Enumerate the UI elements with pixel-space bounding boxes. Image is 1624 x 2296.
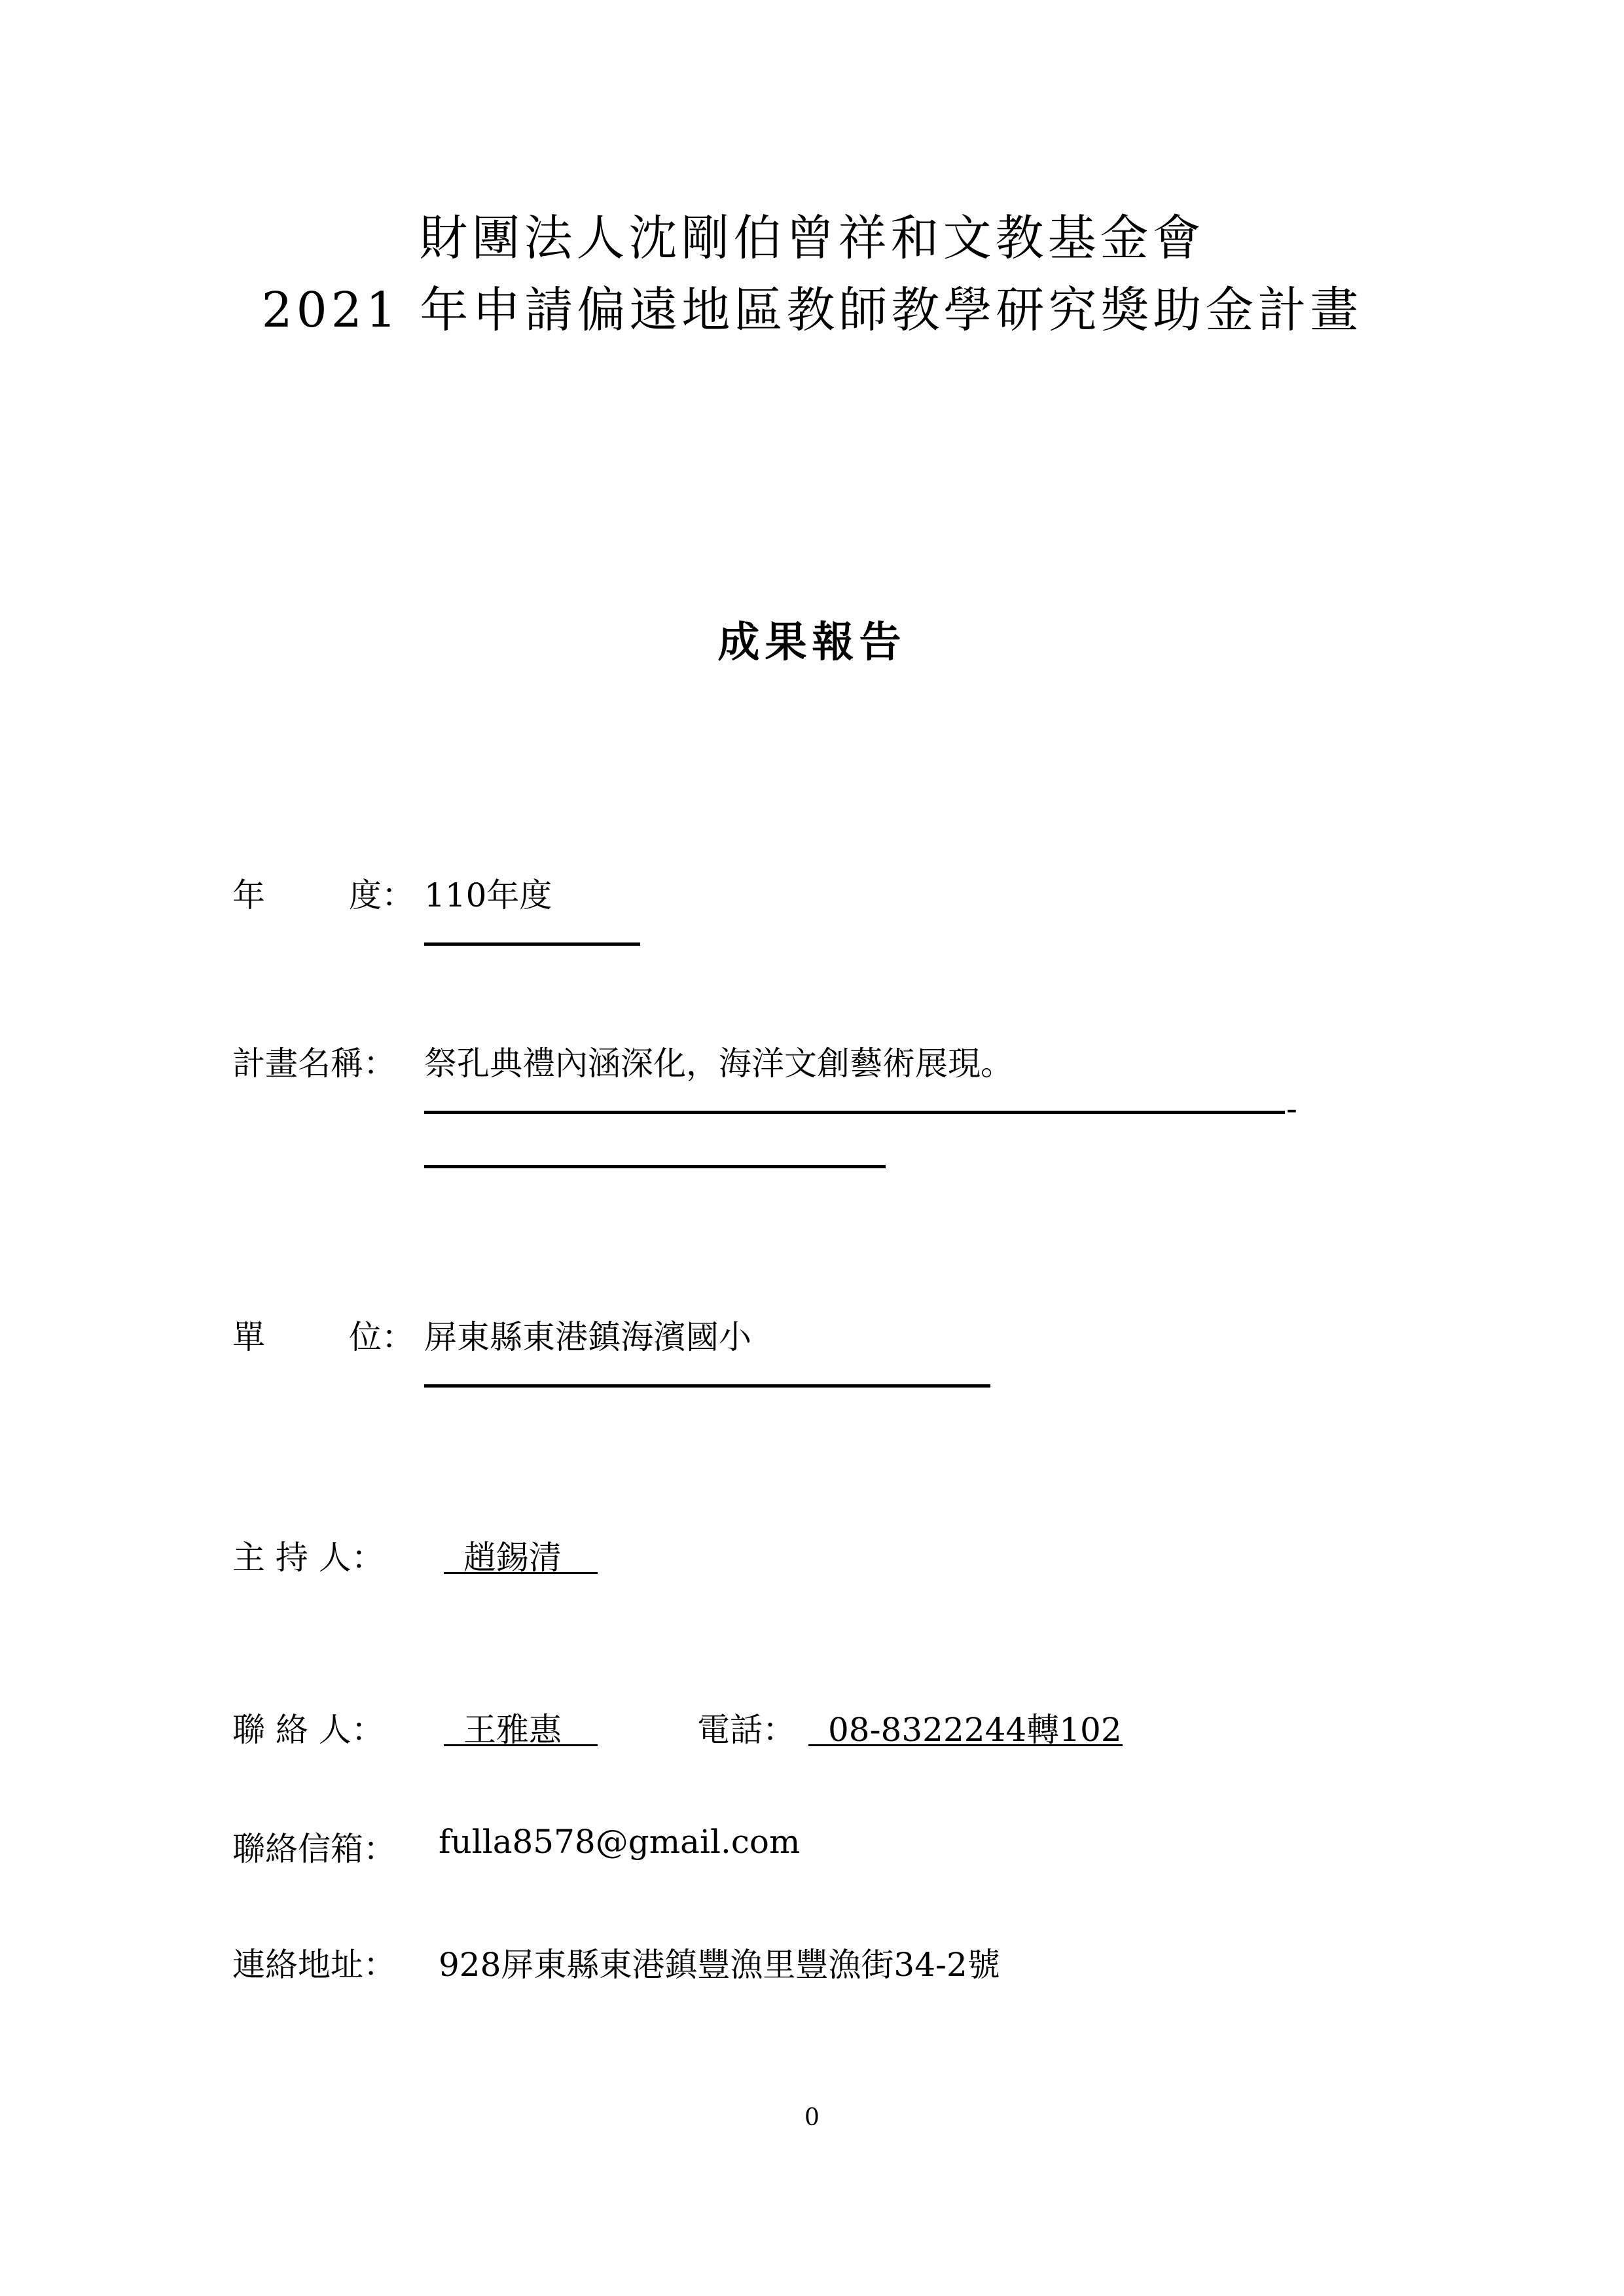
year-label-a: 年 (232, 876, 265, 914)
address-value: 928屏東縣東港鎮豐漁里豐漁街34-2號 (439, 1946, 1000, 1984)
program-title: 2021 年申請偏遠地區教師教學研究獎助金計畫 (261, 282, 1363, 338)
phone-underline (808, 1744, 1123, 1746)
contact-label: 聯 絡 人： (232, 1711, 384, 1749)
unit-value: 屏東縣東港鎮海濱國小 (424, 1318, 751, 1356)
email-value: fulla8578@gmail.com (439, 1823, 801, 1861)
project-name-trail: - (1286, 1090, 1297, 1128)
year-label-b: 度： (349, 876, 414, 914)
host-value: 趙錫清 (463, 1539, 562, 1577)
unit-underline (424, 1384, 990, 1388)
report-title: 成果報告 (717, 618, 907, 667)
host-underline (444, 1572, 598, 1574)
project-name-underline-2 (424, 1165, 886, 1168)
project-name-label: 計畫名稱： (232, 1045, 396, 1083)
email-label: 聯絡信箱： (232, 1830, 396, 1868)
host-label: 主 持 人： (232, 1539, 384, 1577)
foundation-title: 財團法人沈剛伯曾祥和文教基金會 (419, 210, 1205, 266)
phone-value: 08-8322244轉102 (828, 1711, 1122, 1749)
year-underline (424, 942, 640, 946)
year-value: 110年度 (424, 876, 552, 914)
unit-label-b: 位： (349, 1318, 414, 1356)
phone-label: 電話： (697, 1711, 795, 1749)
contact-underline (444, 1744, 598, 1746)
contact-value: 王雅惠 (463, 1711, 562, 1749)
project-name-value: 祭孔典禮內涵深化，海洋文創藝術展現。 (424, 1045, 1013, 1083)
unit-label-a: 單 (232, 1318, 265, 1356)
address-label: 連絡地址： (232, 1946, 396, 1984)
project-name-underline-1 (424, 1111, 1285, 1114)
page-number: 0 (804, 2104, 820, 2131)
